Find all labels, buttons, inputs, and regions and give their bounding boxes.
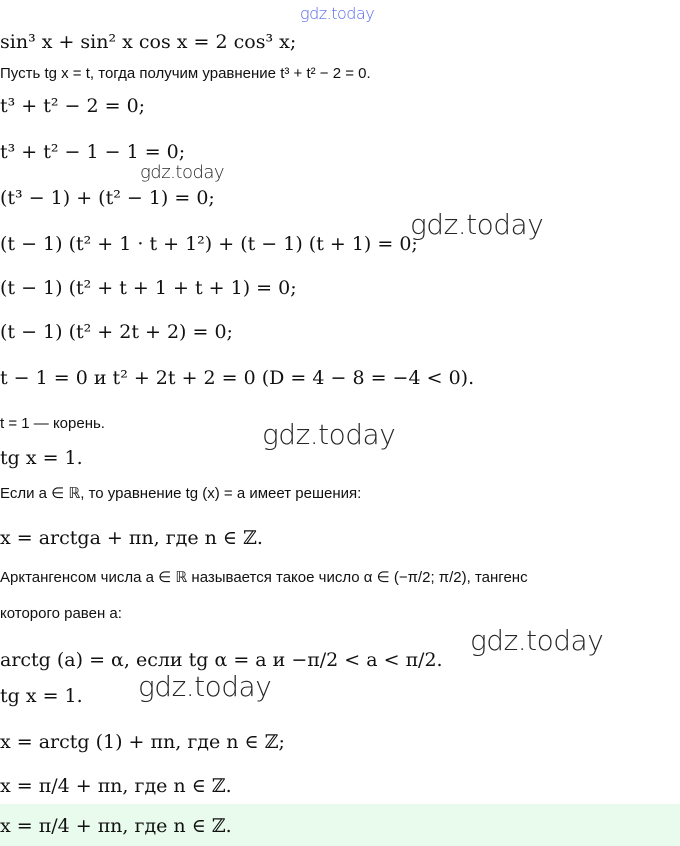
watermark-logo: gdz.today <box>262 418 396 451</box>
watermark-logo: gdz.today <box>138 670 272 703</box>
watermark-logo: gdz.today <box>140 162 225 183</box>
final-answer: x = π/4 + πn, где n ∈ ℤ. <box>0 815 232 837</box>
equation-line: x = π/4 + πn, где n ∈ ℤ. <box>0 775 232 797</box>
equation-line: (t − 1) (t² + 1 · t + 1²) + (t − 1) (t + 1) = 0; <box>0 233 418 255</box>
watermark-logo: gdz.today <box>470 624 604 657</box>
equation-line: x = arctg (1) + πn, где n ∈ ℤ; <box>0 731 285 753</box>
equation-line: (t³ − 1) + (t² − 1) = 0; <box>0 187 215 209</box>
equation-line: t = 1 — корень. <box>0 415 105 432</box>
equation-line: tg x = 1. <box>0 685 83 707</box>
equation-line: t³ + t² − 2 = 0; <box>0 95 146 117</box>
equation-line: sin³ x + sin² x cos x = 2 cos³ x; <box>0 31 297 53</box>
equation-line: x = arctga + πn, где n ∈ ℤ. <box>0 527 263 549</box>
equation-line: t − 1 = 0 и t² + 2t + 2 = 0 (D = 4 − 8 = −4 < 0). <box>0 367 475 389</box>
equation-line: Пусть tg x = t, тогда получим уравнение t³ + t² − 2 = 0. <box>0 65 371 82</box>
equation-line: Арктангенсом числа a ∈ ℝ называется такое число α ∈ (−π/2; π/2), тангенс <box>0 569 528 586</box>
watermark-logo: gdz.today <box>300 4 375 23</box>
equation-line: arctg (a) = α, если tg α = a и −π/2 < a < π/2. <box>0 649 443 671</box>
watermark-logo: gdz.today <box>410 208 544 241</box>
equation-line: которого равен a: <box>0 605 122 622</box>
equation-line: (t − 1) (t² + t + 1 + t + 1) = 0; <box>0 277 297 299</box>
equation-line: t³ + t² − 1 − 1 = 0; <box>0 141 186 163</box>
equation-line: tg x = 1. <box>0 447 83 469</box>
equation-line: Если a ∈ ℝ, то уравнение tg (x) = a имеет решения: <box>0 485 362 502</box>
equation-line: (t − 1) (t² + 2t + 2) = 0; <box>0 321 233 343</box>
